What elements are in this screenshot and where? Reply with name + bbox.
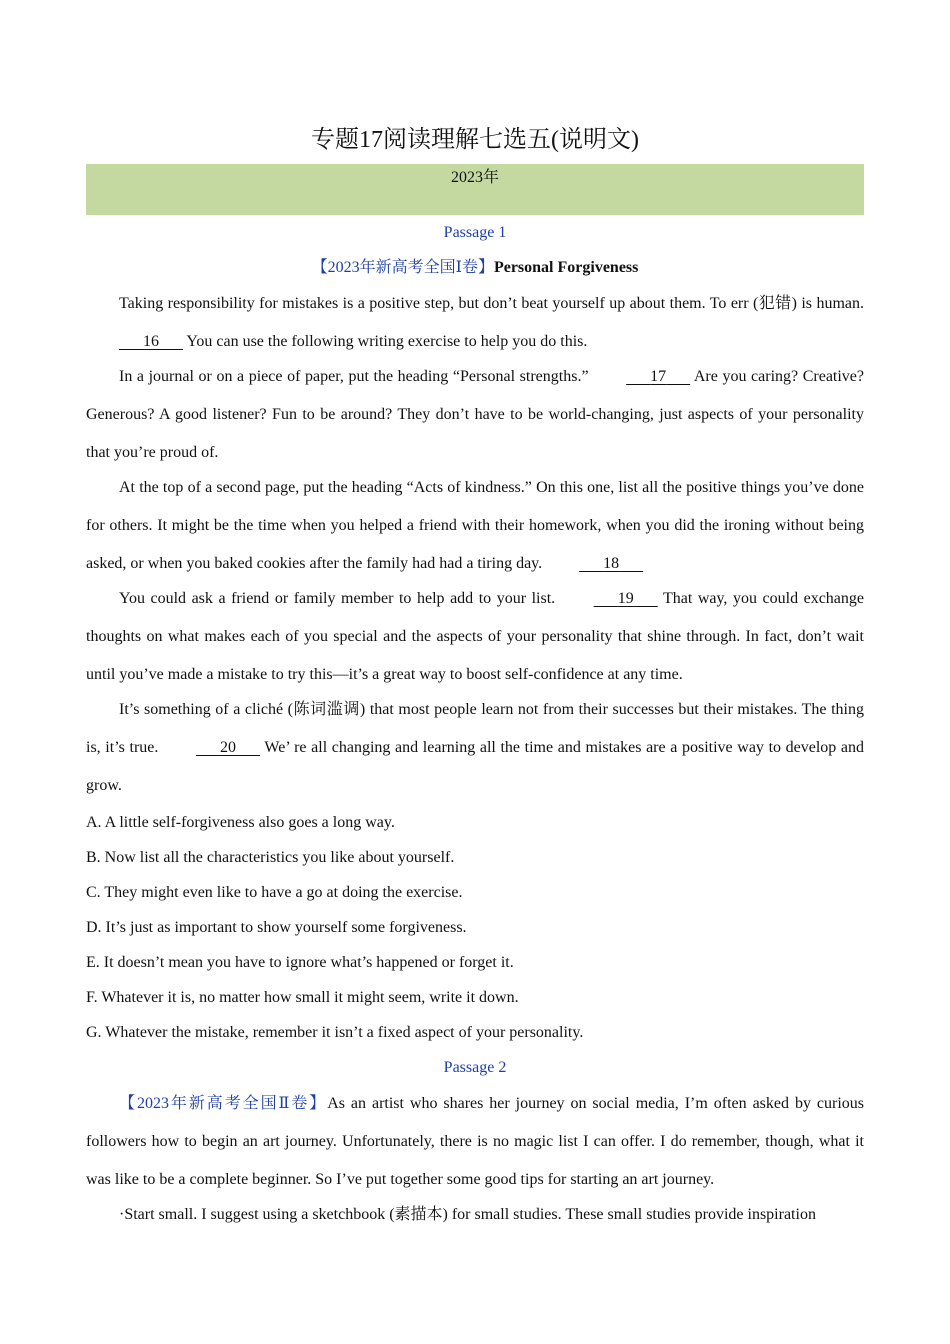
paragraph-5 (86, 691, 864, 805)
blank-16: 16 (143, 333, 159, 350)
option-c: C. They might even like to have a go at doing the exercise. (86, 884, 463, 901)
page-title: 专题17阅读理解七选五(说明文) (311, 127, 639, 153)
option-a: A. A little self-forgiveness also goes a long way. (86, 814, 395, 831)
option-d: D. It’s just as important to show yourself some forgiveness. (86, 919, 467, 936)
paragraph-text: At the top of a second page, put the heading “Acts of kindness.” On this one, list all the positive things you’ve done for others. It might be the time when you helped a friend with their homework, when you did the ironing without being asked, or when you baked cookies after the family had had a tiring day. (86, 479, 864, 572)
option-g: G. Whatever the mistake, remember it isn’t a fixed aspect of your personality. (86, 1024, 584, 1041)
blank-17: 17 (650, 368, 667, 385)
paragraph-1 (86, 285, 864, 361)
option-b: B. Now list all the characteristics you like about yourself. (86, 849, 455, 866)
year-band (86, 164, 864, 215)
blank-18: 18 (603, 555, 620, 572)
passage-1-heading (86, 250, 864, 285)
paragraph-text: ·Start small. I suggest using a sketchbook (素描本) for small studies. These small studies provide inspiration (119, 1206, 816, 1223)
passage-1-label: Passage 1 (443, 224, 507, 241)
passage-2-paragraph-1 (86, 1085, 864, 1199)
paragraph-text: Taking responsibility for mistakes is a positive step, but don’t beat yourself up about them. To err (犯错) is human. (119, 295, 864, 312)
passage-1-title: Personal Forgiveness (493, 259, 639, 276)
paragraph-text: Are you caring? Creative? Generous? A good listener? Fun to be around? They don’t have to be world-changing, just aspects of your personality that you’re proud of. (86, 368, 865, 461)
paragraph-4 (86, 580, 864, 694)
blank-19: 19 (617, 590, 634, 607)
year-label: 2023年 (450, 169, 499, 186)
paragraph-text: As an artist who shares her journey on social media, I’m often asked by curious followers how to begin an art journey. Unfortunately, there is no magic list I can offer. I do remember, though, what it was like to be a complete beginner. So I’ve put together some good tips for starting an art journey. (86, 1095, 864, 1188)
option-f: F. Whatever it is, no matter how small it might seem, write it down. (86, 989, 519, 1006)
paragraph-text: It’s something of a cliché (陈词滥调) that most people learn not from their successes but their mistakes. The thing is, it’s true. (86, 701, 864, 756)
paragraph-2 (86, 358, 864, 472)
paragraph-text: In a journal or on a piece of paper, put the heading “Personal strengths.” (119, 368, 589, 385)
options-list (86, 805, 864, 1050)
passage-2-label: Passage 2 (443, 1059, 507, 1076)
paragraph-3 (86, 469, 864, 583)
paragraph-text: You could ask a friend or family member to help add to your list. (119, 590, 556, 607)
blank-20: 20 (220, 739, 237, 756)
paragraph-text: You can use the following writing exercise to help you do this. (186, 333, 588, 350)
passage-2-source-tag: 【2023年新高考全国Ⅱ卷】 (119, 1095, 328, 1112)
document-body (86, 215, 864, 1234)
option-e: E. It doesn’t mean you have to ignore what’s happened or forget it. (86, 954, 514, 971)
paragraph-text: We’ re all changing and learning all the time and mistakes are a positive way to develop and grow. (86, 739, 865, 794)
passage-2-paragraph-2 (86, 1196, 864, 1234)
passage-1-source-tag: 【2023年新高考全国Ⅰ卷】 (311, 259, 494, 276)
paragraph-text: That way, you could exchange thoughts on what makes each of you special and the aspects of your personality that shine through. In fact, don’t wait until you’ve made a mistake to try this—it’s a great way to boost self-confidence at any time. (86, 590, 865, 683)
